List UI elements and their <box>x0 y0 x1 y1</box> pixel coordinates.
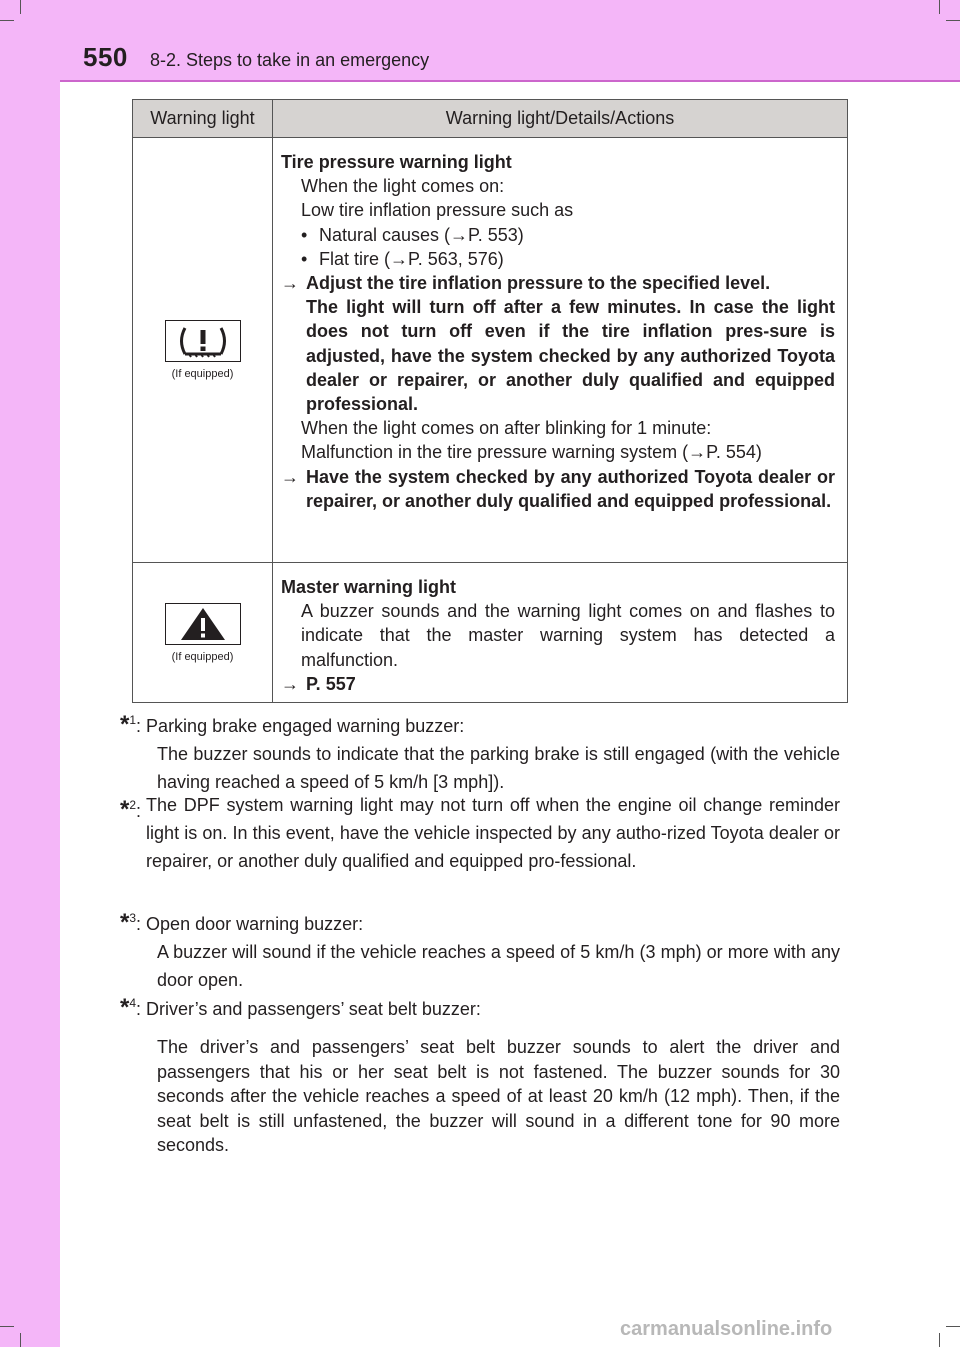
crop-mark <box>20 0 21 14</box>
crop-mark <box>20 1333 21 1347</box>
list-item <box>281 223 835 247</box>
footnote-1: *$^1$: Parking brake engaged warning buzzer: The buzzer sounds to indicate that the parking brake is still engaged (with the vehicle having reached a speed of 5 km/h [3 mph]). <box>120 706 840 796</box>
details-cell <box>273 563 848 703</box>
crop-mark <box>946 20 960 21</box>
master-warning-icon <box>165 603 241 645</box>
tire-pressure-warning-icon <box>165 320 241 362</box>
footnote-marker: * <box>120 796 130 823</box>
warning-light-table <box>132 99 848 703</box>
footnote-title: Open door warning buzzer: <box>146 914 364 934</box>
footnote-text: The DPF system warning light may not turn off when the engine oil change reminder light is on. In this event, have the vehicle inspected by any autho-rized Toyota dealer or repairer, or another duly qualified and equipped pro-fessional. <box>146 795 840 871</box>
icon-caption: (If equipped) <box>171 650 234 663</box>
description-text: A buzzer sounds and the warning light comes on and flashes to indicate that the master warning system has detected a malfunction. <box>301 601 835 670</box>
arrow-icon: → <box>281 673 299 694</box>
footnote-text: A buzzer will sound if the vehicle reaches a speed of 5 km/h (3 mph) or more with any door open. <box>157 942 840 990</box>
action-detail-text: The light will turn off after a few minutes. In case the light does not turn off even if the tire inflation pres-sure is adjusted, have the system checked by any authorized Toyota dealer or repairer, or another duly qualified and equipped professional. <box>306 297 835 415</box>
footnote-text: The buzzer sounds to indicate that the parking brake is still engaged (with the vehicle having reached a speed of 5 km/h [3 mph]). <box>157 744 840 792</box>
footnote-title: Parking brake engaged warning buzzer: <box>146 716 465 736</box>
arrow-icon: → <box>281 273 299 294</box>
watermark: carmanualsonline.info <box>620 1318 833 1340</box>
footnote-number: 1 <box>129 713 137 727</box>
table-row <box>133 563 848 703</box>
condition-text: When the light comes on after blinking for 1 minute: <box>301 418 712 439</box>
bullet-icon: • <box>301 224 308 245</box>
action-text: Adjust the tire inflation pressure to the specified level. <box>306 273 771 294</box>
cause-text: Low tire inflation pressure such as <box>301 200 574 221</box>
table-row <box>133 138 848 563</box>
footnote-marker: * <box>120 711 130 738</box>
footnote-number: 3 <box>129 911 137 925</box>
icon-cell <box>133 138 273 563</box>
footnote-marker: * <box>120 994 130 1021</box>
details-cell <box>273 138 848 563</box>
action-block <box>281 271 835 416</box>
section-title: 8-2. Steps to take in an emergency <box>150 50 430 70</box>
list-item <box>281 247 835 271</box>
footnote-title: Driver’s and passengers’ seat belt buzzer: <box>146 999 481 1019</box>
column-header-details: Warning light/Details/Actions <box>273 100 848 138</box>
action-block <box>281 672 835 696</box>
warning-title: Tire pressure warning light <box>281 152 512 172</box>
crop-mark <box>946 1326 960 1327</box>
malfunction-text: Malfunction in the tire pressure warning system (→P. 554) <box>301 442 762 463</box>
icon-cell <box>133 563 273 703</box>
crop-mark <box>939 1333 940 1347</box>
footnote-4: *$^4$: Driver’s and passengers’ seat belt buzzer: The driver’s and passengers’ seat belt buzzer sounds to alert the driver and passengers that his or her seat belt is not fastened. The buzzer sounds for 30 seconds after the vehicle reaches a speed of at least 20 km/h (12 mph). Then, if the seat belt is still unfastened, the buzzer will sound in a different tone for 90 more seconds. <box>120 989 840 1158</box>
arrow-icon: → <box>281 466 299 487</box>
page-reference: P. 557 <box>306 673 356 694</box>
bullet-icon: • <box>301 248 308 269</box>
icon-caption: (If equipped) <box>171 368 234 380</box>
header-divider <box>60 80 960 82</box>
action-block <box>281 465 835 513</box>
footnote-3: *$^3$: Open door warning buzzer: A buzzer will sound if the vehicle reaches a speed of 5 km/h (3 mph) or more with any door open. <box>120 904 840 994</box>
column-header-warning-light: Warning light <box>133 100 273 138</box>
footnote-number: 4 <box>129 996 137 1010</box>
table-header-row <box>133 100 848 138</box>
bullet-text: Natural causes (→P. 553) <box>319 224 524 245</box>
side-margin-band <box>0 0 60 1347</box>
bullet-text: Flat tire (→P. 563, 576) <box>319 248 504 269</box>
crop-mark <box>0 1326 14 1327</box>
footnote-marker: * <box>120 909 130 936</box>
crop-mark <box>939 0 940 14</box>
crop-mark <box>0 20 14 21</box>
footnote-number: 2 <box>129 798 137 812</box>
page-number: 550 <box>83 42 128 72</box>
footnote-2: *$^2$: The DPF system warning light may not turn off when the engine oil change reminder light is on. In this event, have the vehicle inspected by any autho-rized Toyota dealer or repairer, or another duly qualified and equipped pro-fessional. <box>120 791 840 875</box>
warning-title: Master warning light <box>281 577 457 597</box>
action-text: Have the system checked by any authorized Toyota dealer or repairer, or another duly qualified and equipped professional. <box>306 466 835 511</box>
condition-text: When the light comes on: <box>301 176 505 197</box>
footnote-text: The driver’s and passengers’ seat belt buzzer sounds to alert the driver and passengers that his or her seat belt is not fastened. The buzzer sounds for 30 seconds after the vehicle reaches a speed of at least 20 km/h (12 mph). Then, if the seat belt is still unfastened, the buzzer will sound in a different tone for 90 more seconds. <box>157 1037 840 1155</box>
